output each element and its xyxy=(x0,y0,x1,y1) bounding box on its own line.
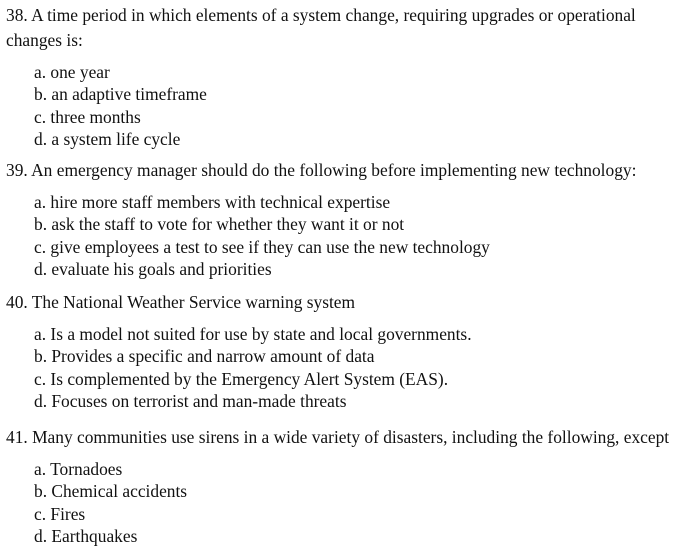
option-list xyxy=(6,191,696,280)
option-list xyxy=(6,323,696,412)
option-d: d. a system life cycle xyxy=(34,128,181,149)
option-d: d. Focuses on terrorist and man-made threats xyxy=(34,390,347,411)
question-text: 40. The National Weather Service warning system xyxy=(6,292,356,312)
option-list xyxy=(6,458,696,547)
question-text: 38. A time period in which elements of a system change, requiring upgrades or operational changes is: xyxy=(6,5,636,50)
option-b: b. Chemical accidents xyxy=(34,481,188,502)
option-list xyxy=(6,61,696,150)
option-c: c. Fires xyxy=(34,503,86,524)
question-text: 41. Many communities use sirens in a wide variety of disasters, including the following, except xyxy=(6,427,670,447)
option-a: a. one year xyxy=(34,62,110,82)
question-41 xyxy=(6,425,696,547)
option-b: b. an adaptive timeframe xyxy=(34,84,207,105)
question-38 xyxy=(6,3,696,150)
option-b: b. ask the staff to vote for whether they want it or not xyxy=(34,214,405,235)
option-c: c. give employees a test to see if they can use the new technology xyxy=(34,236,490,257)
option-b: b. Provides a specific and narrow amount of data xyxy=(34,346,375,367)
option-a: a. Tornadoes xyxy=(34,459,123,479)
question-40 xyxy=(6,290,696,412)
option-a: a. hire more staff members with technical expertise xyxy=(34,192,391,212)
question-39 xyxy=(6,158,696,280)
option-c: c. three months xyxy=(34,106,141,127)
option-c: c. Is complemented by the Emergency Alert System (EAS). xyxy=(34,368,449,389)
option-d: d. evaluate his goals and priorities xyxy=(34,258,272,279)
question-text: 39. An emergency manager should do the following before implementing new technology: xyxy=(6,160,637,180)
option-d: d. Earthquakes xyxy=(34,525,138,546)
option-a: a. Is a model not suited for use by state and local governments. xyxy=(34,324,472,344)
